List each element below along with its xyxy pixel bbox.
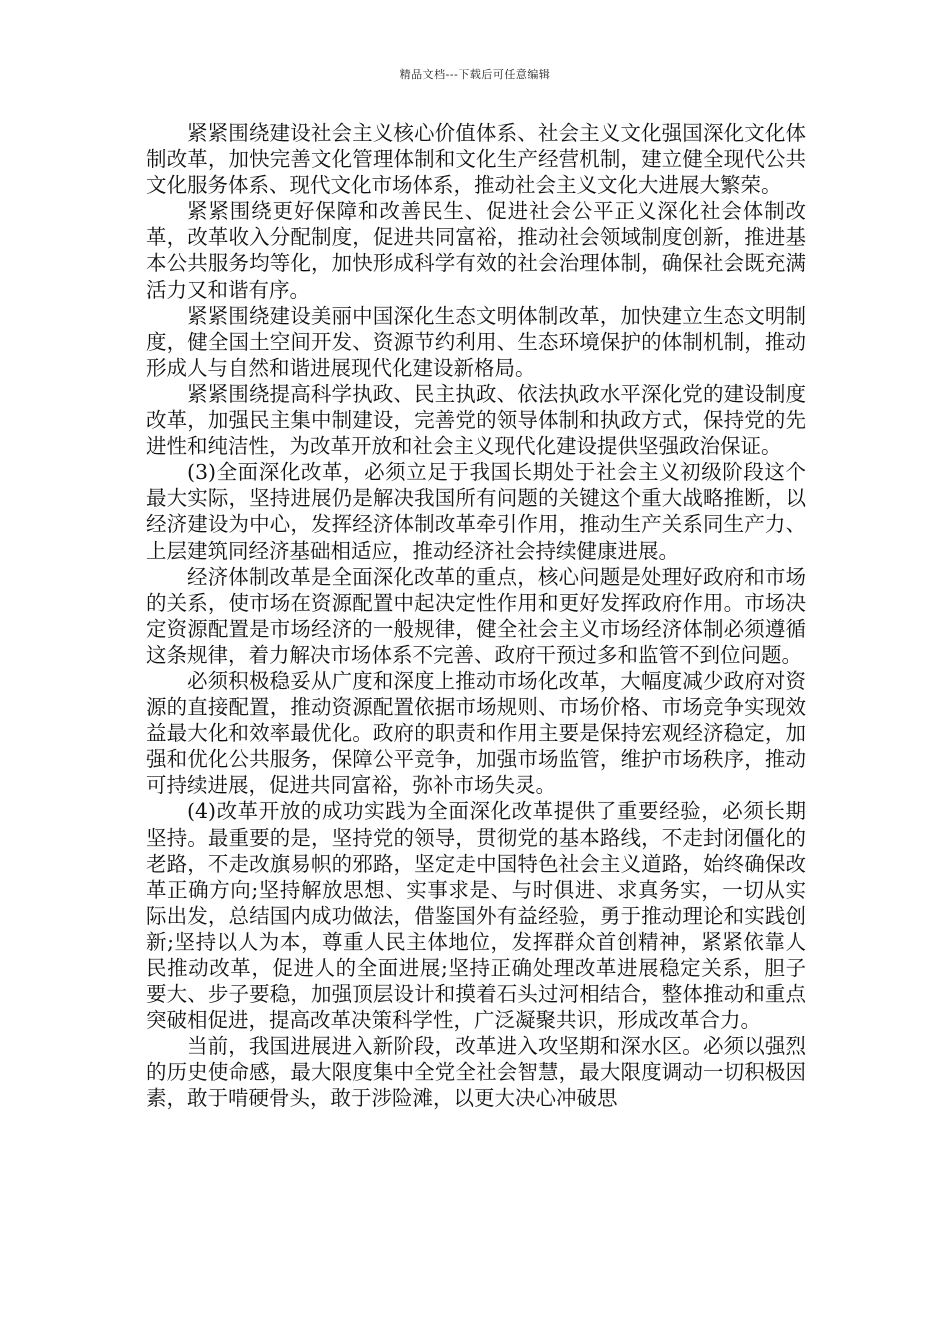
paragraph-section-3: (3)全面深化改革，必须立足于我国长期处于社会主义初级阶段这个最大实际，坚持进展仍是解决我国所有问题的关键这个重大战略推断，以经济建设为中心，发挥经济体制改革牵引作用，推动生产关系同生产力、上层建筑同经济基础相适应，推动经济社会持续健康进展。 bbox=[146, 460, 806, 563]
paragraph-culture-reform: 紧紧围绕建设社会主义核心价值体系、社会主义文化强国深化文化体制改革，加快完善文化管理体制和文化生产经营机制，建立健全现代公共文化服务体系、现代文化市场体系，推动社会主义文化大进展大繁荣。 bbox=[146, 121, 806, 198]
paragraph-party-reform: 紧紧围绕提高科学执政、民主执政、依法执政水平深化党的建设制度改革，加强民主集中制建设，完善党的领导体制和执政方式，保持党的先进性和纯洁性，为改革开放和社会主义现代化建设提供坚强政治保证。 bbox=[146, 381, 806, 459]
paragraph-current-stage: 当前，我国进展进入新阶段，改革进入攻坚期和深水区。必须以强烈的历史使命感，最大限度集中全党全社会智慧，最大限度调动一切积极因素，敢于啃硬骨头，敢于涉险滩，以更大决心冲破思 bbox=[146, 1034, 806, 1111]
paragraph-social-reform: 紧紧围绕更好保障和改善民生、促进社会公平正义深化社会体制改革，改革收入分配制度，促进共同富裕，推动社会领域制度创新，推进基本公共服务均等化，加快形成科学有效的社会治理体制，确保社会既充满活力又和谐有序。 bbox=[146, 199, 806, 302]
paragraph-section-4: (4)改革开放的成功实践为全面深化改革提供了重要经验，必须长期坚持。最重要的是，坚持党的领导，贯彻党的基本路线，不走封闭僵化的老路，不走改旗易帜的邪路，坚定走中国特色社会主义道路，始终确保改革正确方向;坚持解放思想、实事求是、与时俱进、求真务实，一切从实际出发，总结国内成功做法，借鉴国外有益经验，勇于推动理论和实践创新;坚持以人为本，尊重人民主体地位，发挥群众首创精神，紧紧依靠人民推动改革，促进人的全面进展;坚持正确处理改革进展稳定关系，胆子要大、步子要稳，加强顶层设计和摸着石头过河相结合，整体推动和重点突破相促进，提高改革决策科学性，广泛凝聚共识，形成改革合力。 bbox=[146, 799, 806, 1033]
paragraph-ecology-reform: 紧紧围绕建设美丽中国深化生态文明体制改革，加快建立生态文明制度，健全国土空间开发、资源节约利用、生态环境保护的体制机制，推动形成人与自然和谐进展现代化建设新格局。 bbox=[146, 303, 806, 380]
paragraph-economic-reform: 经济体制改革是全面深化改革的重点，核心问题是处理好政府和市场的关系，使市场在资源配置中起决定性作用和更好发挥政府作用。市场决定资源配置是市场经济的一般规律，健全社会主义市场经济体制必须遵循这条规律，着力解决市场体系不完善、政府干预过多和监管不到位问题。 bbox=[146, 564, 806, 667]
document-body bbox=[146, 120, 806, 1112]
page-header: 精品文档---下载后可任意编辑 bbox=[399, 68, 551, 81]
paragraph-market-reform: 必须积极稳妥从广度和深度上推动市场化改革，大幅度减少政府对资源的直接配置，推动资源配置依据市场规则、市场价格、市场竞争实现效益最大化和效率最优化。政府的职责和作用主要是保持宏观经济稳定，加强和优化公共服务，保障公平竞争，加强市场监管，维护市场秩序，推动可持续进展，促进共同富裕，弥补市场失灵。 bbox=[146, 668, 806, 798]
